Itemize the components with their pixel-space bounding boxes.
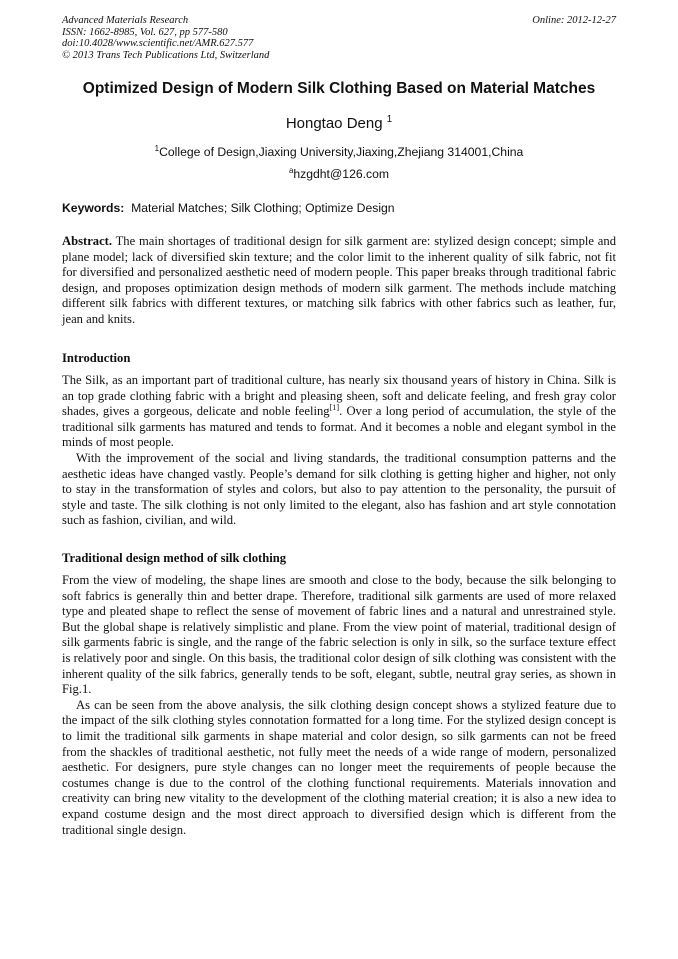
traditional-paragraph-1: From the view of modeling, the shape lines are smooth and close to the body, because the silk belonging to soft fabrics is generally thin and better drape. Therefore, traditional silk garments are used of more relaxed type and pleated shape to reflect the sense of movement of fabric lines and a natural and unrestrained style. But the global shape is relatively simplistic and plane. From the view point of material, traditional design of silk garments fabric is single, and the range of the fabric selection is only in silk, so the surface texture effect is relatively poor and single. On this basis, the traditional color design of silk clothing was consistent with the inherent quality of the silk fabrics, generally tends to be soft, elegant, subtle, neutral gray series, as shown in Fig.1.: [62, 573, 616, 697]
email-superscript: a: [288, 165, 294, 175]
issn-line: ISSN: 1662-8985, Vol. 627, pp 577-580: [62, 26, 228, 38]
copyright-line: © 2013 Trans Tech Publications Ltd, Switzerland: [62, 49, 270, 61]
keywords-label: Keywords:: [62, 201, 125, 215]
abstract-paragraph: [62, 234, 616, 328]
introduction-section: [62, 373, 616, 529]
author-superscript: 1: [386, 114, 393, 125]
affiliation-superscript: 1: [154, 143, 160, 153]
keywords-line: [62, 201, 616, 215]
abstract-text: The main shortages of traditional design for silk garment are: stylized design concept; simple and plane model; lack of diversified skin texture; and the color limit to the inherent quality of silk fabric, not fit for diversified and personalized aesthetic need of modern people. This paper breaks through traditional fabric design, and proposes optimization design methods of modern silk garment. The methods include matching different silk fabrics with different textures, or matching silk fabrics with other fabrics such as leather, fur, jean and knits.: [62, 234, 616, 326]
doi-line: doi:10.4028/www.scientific.net/AMR.627.577: [62, 38, 254, 49]
author-name: Hongtao Deng: [285, 115, 383, 132]
citation-ref: [1]: [329, 403, 340, 412]
affiliation-line: [40, 145, 638, 159]
intro-paragraph-2: With the improvement of the social and living standards, the traditional consumption patterns and the aesthetic ideas have changed vastly. People’s demand for silk clothing is getting higher and higher, not only to stay in the transformation of styles and colors, but also to pay attention to the personality, the pursuit of style and taste. The silk clothing is not only limited to the elegant, also has fashion and art style connotation such as fashion, civilian, and wild.: [62, 450, 616, 528]
traditional-paragraph-2: As can be seen from the above analysis, the silk clothing design concept shows a stylized feature due to the impact of the silk clothing styles connotation formatted for a long time. For the stylized design concept is to limit the traditional silk garments in shape material and color design, so silk garments can not be freed from the shackles of traditional aesthetic, not fully meet the needs of a wide range of modern, personalized aesthetic. For designers, pure style changes can no longer meet the requirements of people because the costumes change is due to the control of the clothing functional requirements. Materials innovation and creativity can bring new vitality to the development of the clothing material creation; it is also a new idea to expand costume design and the most direct approach to diversified design which is different from the traditional single design.: [62, 697, 616, 837]
email-line: [40, 167, 638, 181]
email-address: hzgdht@126.com: [293, 167, 390, 181]
journal-header: [62, 15, 616, 61]
abstract-section: [62, 234, 616, 328]
author-line: [40, 115, 638, 132]
paper-title: Optimized Design of Modern Silk Clothing Based on Material Matches: [82, 80, 596, 97]
intro-p1-text: The Silk, as an important part of traditional culture, has nearly six thousand years of history in China. Silk is an top grade clothing fabric with a bright and pleasing sheen, soft and delicate feeling, and fresh gray color shades, gives a gorgeous, delicate and noble feeling: [62, 373, 616, 419]
affiliation-text: College of Design,Jiaxing University,Jiaxing,Zhejiang 314001,China: [159, 145, 524, 159]
introduction-heading: Introduction: [62, 351, 131, 365]
online-date: Online: 2012-12-27: [532, 15, 616, 26]
intro-p1-text-cont: . Over a long period of accumulation, the style of the traditional silk garments has matured and tends to format. And it becomes a noble and elegant symbol in the minds of most people.: [62, 404, 616, 450]
intro-paragraph-1: [62, 373, 616, 451]
keywords-text: Material Matches; Silk Clothing; Optimize Design: [131, 201, 395, 215]
traditional-design-heading: Traditional design method of silk clothing: [62, 551, 287, 565]
abstract-label: Abstract.: [62, 234, 113, 248]
traditional-design-section: [62, 573, 616, 838]
journal-name: Advanced Materials Research: [62, 15, 189, 26]
